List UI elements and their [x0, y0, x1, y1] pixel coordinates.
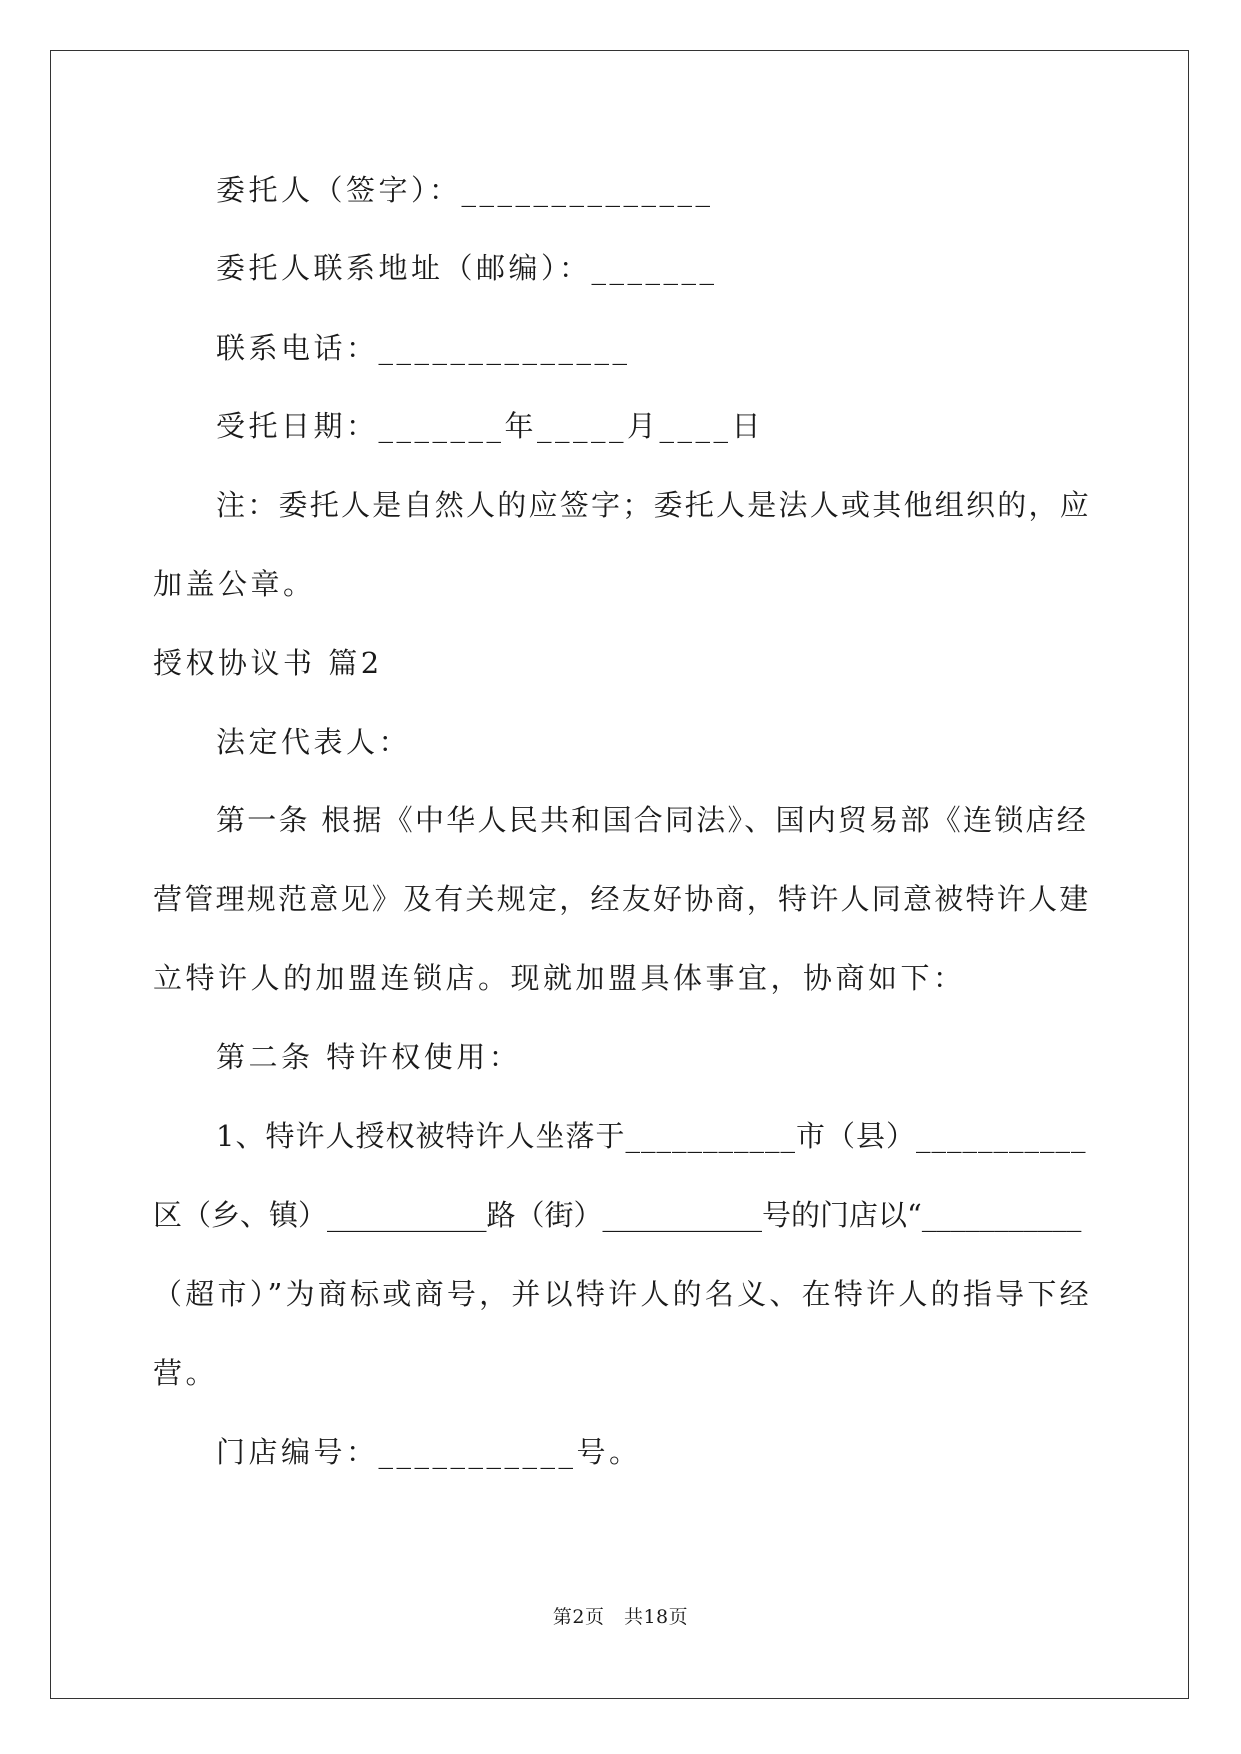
entrust-date-line: 受托日期：_______年_____月____日: [216, 409, 765, 443]
clause-1-line-4: 营。: [153, 1356, 219, 1390]
clause-1-line-3: （超市）”为商标或商号，并以特许人的名义、在特许人的指导下经: [153, 1277, 1092, 1311]
delegator-signature-line: 委托人（签字）：______________: [216, 173, 714, 207]
clause-1-line-1: 1、特许人授权被特许人坐落于___________市（县）___________: [216, 1119, 1087, 1153]
page-number-footer: 第2页 共18页: [552, 1606, 689, 1628]
article-1-line-3: 立特许人的加盟连锁店。现就加盟具体事宜，协商如下：: [153, 961, 966, 995]
article-2-heading: 第二条 特许权使用：: [216, 1040, 522, 1074]
store-number-line: 门店编号：___________号。: [216, 1435, 642, 1469]
delegator-address-line: 委托人联系地址（邮编）：_______: [216, 251, 718, 285]
note-line-1: 注：委托人是自然人的应签字；委托人是法人或其他组织的，应: [216, 488, 1092, 522]
legal-representative-line: 法定代表人：: [216, 725, 412, 759]
article-1-line-2: 营管理规范意见》及有关规定，经友好协商，特许人同意被特许人建: [153, 882, 1091, 916]
note-line-2: 加盖公章。: [153, 567, 316, 601]
article-1-line-1: 第一条 根据《中华人民共和国合同法》、国内贸易部《连锁店经: [216, 803, 1088, 837]
clause-1-line-2: 区（乡、镇）___________路（街）___________号的门店以“___________: [153, 1198, 1082, 1232]
section-heading: 授权协议书 篇2: [153, 646, 383, 680]
contact-phone-line: 联系电话：______________: [216, 331, 631, 365]
